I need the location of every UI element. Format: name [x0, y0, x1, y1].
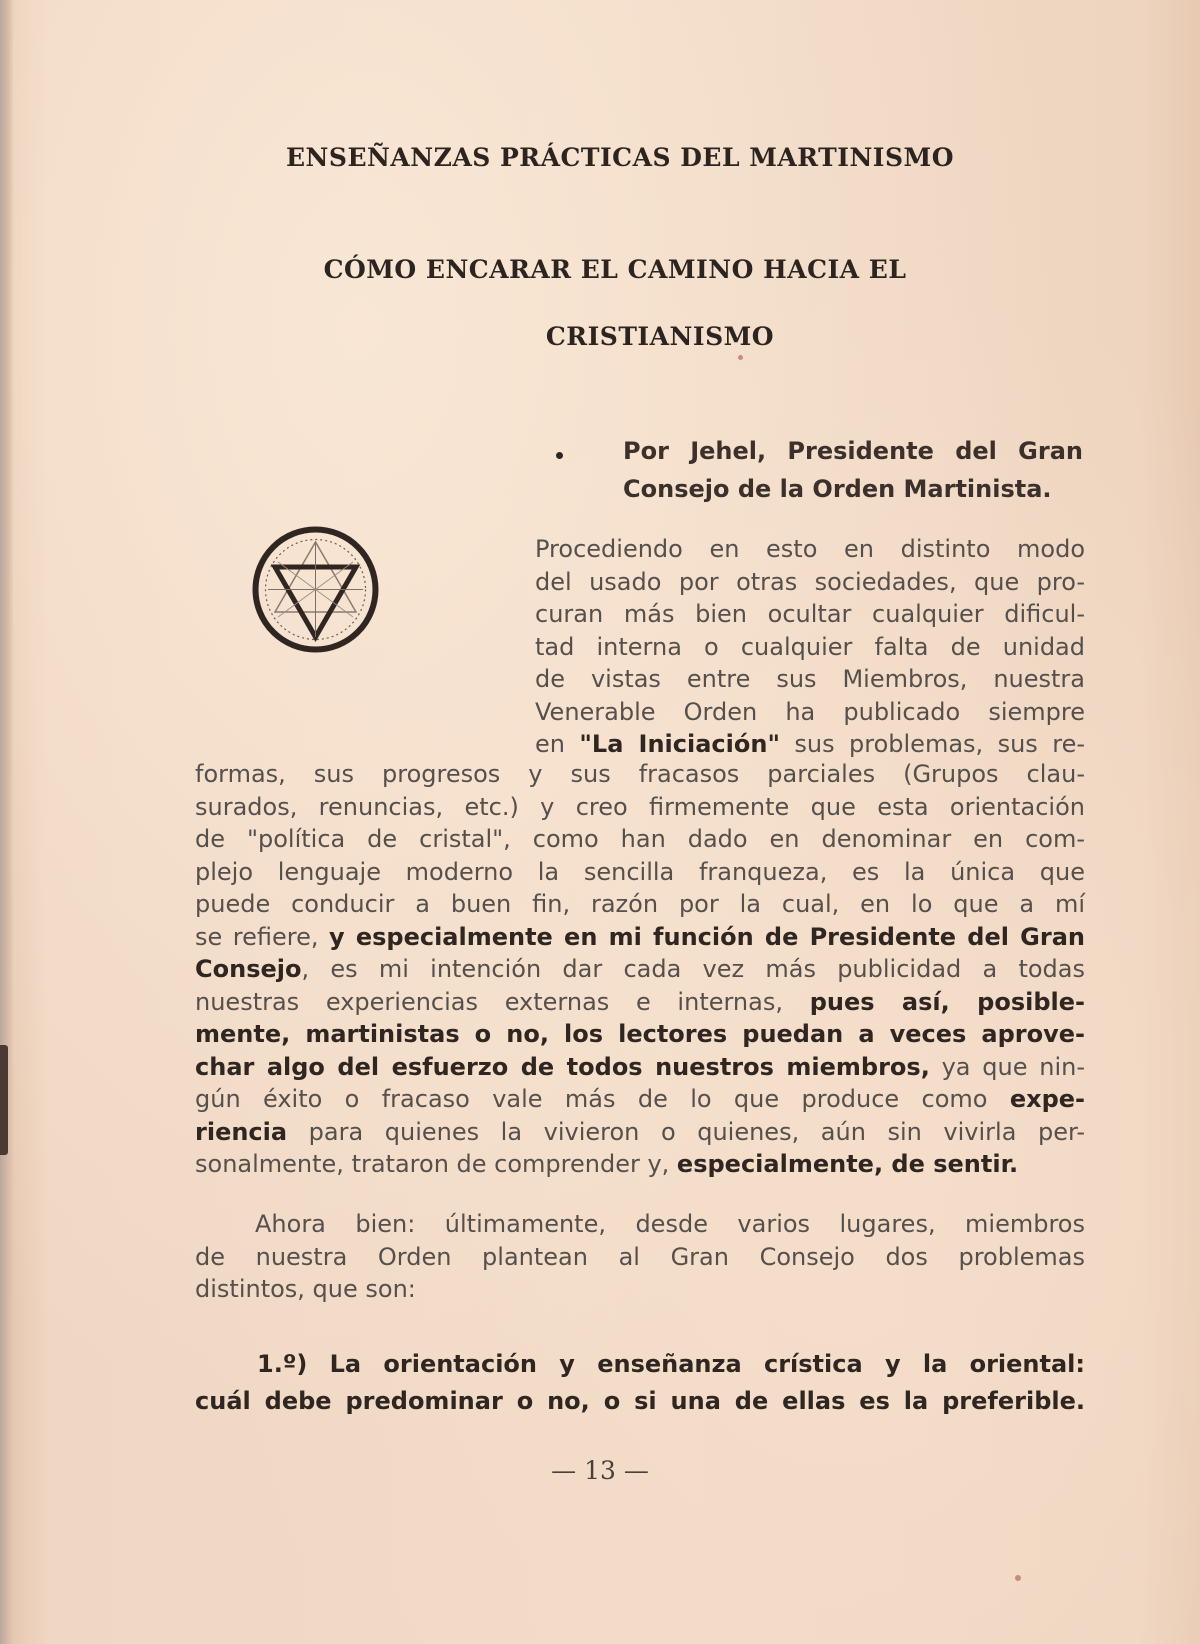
binding-mark: [0, 1045, 8, 1155]
magazine-title: "La Iniciación": [579, 730, 780, 758]
text-line: [195, 1018, 1085, 1051]
text-line: surados, renuncias, etc.) y creo firmemente que esta orientación: [195, 792, 1085, 821]
martinist-hexagram-emblem-icon: [248, 522, 383, 657]
emphasis-text: char algo del esfuerzo de todos nuestros miembros,: [195, 1052, 930, 1081]
article-title-line-1: CÓMO ENCARAR EL CAMINO HACIA EL: [323, 255, 907, 284]
text-run: gún éxito o fracaso vale más de lo que produce como: [195, 1085, 1010, 1113]
text-line: puede conducir a buen fin, razón por la cual, en lo que a mí: [195, 890, 1085, 918]
text-run: ya que nin-: [929, 1052, 1085, 1081]
text-line: [195, 1116, 1085, 1149]
text-run: nuestras experiencias externas e internas,: [195, 987, 810, 1016]
byline-line-2: Consejo de la Orden Martinista.: [623, 475, 1052, 503]
text-run: sus problemas, sus re-: [779, 730, 1085, 758]
emphasis-text: y especialmente en mi función de Presidente del Gran: [328, 922, 1086, 951]
byline-line-1: Por Jehel, Presidente del Gran: [623, 437, 1083, 465]
paper-speck: [1015, 1575, 1021, 1581]
text-line: tad interna o cualquier falta de unidad: [535, 632, 1085, 661]
text-line: [195, 953, 1085, 986]
text-line: Venerable Orden ha publicado siempre: [535, 697, 1085, 726]
text-line: Ahora bien: últimamente, desde varios lugares, miembros: [255, 1210, 1085, 1238]
emphasis-text: riencia: [195, 1117, 288, 1146]
byline-bullet: [556, 452, 563, 459]
paragraph-1-top: [535, 533, 1085, 761]
text-line: de "política de cristal", como han dado en denominar en com-: [195, 825, 1085, 853]
text-run: se refiere,: [195, 922, 329, 951]
emphasis-text: Consejo: [195, 955, 302, 983]
article-title-line-2: CRISTIANISMO: [545, 322, 775, 351]
text-run: en: [535, 730, 580, 758]
text-run: , es mi intención dar cada vez más publicidad a todas: [301, 955, 1085, 983]
text-line: de nuestra Orden plantean al Gran Consejo dos problemas: [195, 1242, 1085, 1271]
text-line: distintos, que son:: [195, 1275, 416, 1303]
emphasis-text: especialmente, de sentir.: [676, 1150, 1019, 1178]
text-line: de vistas entre sus Miembros, nuestra: [535, 665, 1085, 693]
text-line: formas, sus progresos y sus fracasos parciales (Grupos clau-: [195, 760, 1085, 788]
paragraph-2: [195, 1208, 1085, 1306]
page-edge-shadow: [0, 0, 14, 1644]
text-run: sonalmente, trataron de comprender y,: [195, 1150, 677, 1178]
list-item-line: 1.º) La orientación y enseñanza crística y la oriental:: [257, 1350, 1085, 1378]
text-line: [195, 986, 1085, 1019]
text-line: [535, 728, 1085, 761]
text-run: para quienes la vivieron o quienes, aún sin vivirla per-: [287, 1117, 1085, 1146]
text-line: [195, 1148, 1085, 1181]
emphasis-text: mente, martinistas o no, los lectores puedan a veces aprove-: [195, 1020, 1085, 1048]
text-line: del usado por otras sociedades, que pro-: [535, 567, 1085, 596]
text-line: [195, 1083, 1085, 1116]
emphasis-text: pues así, posible-: [809, 987, 1085, 1016]
text-line: Procediendo en esto en distinto modo: [535, 535, 1085, 563]
text-line: [195, 921, 1085, 954]
paper-speck: [738, 355, 743, 360]
byline: [623, 432, 1083, 508]
emphasis-text: expe-: [1009, 1085, 1085, 1113]
text-line: plejo lenguaje moderno la sencilla franqueza, es la única que: [195, 857, 1085, 886]
text-line: [195, 1051, 1085, 1084]
text-line: curan más bien ocultar cualquier dificul-: [535, 600, 1085, 628]
list-item-line: cuál debe predominar o no, o si una de ellas es la preferible.: [195, 1387, 1085, 1415]
numbered-list-item: [195, 1346, 1085, 1420]
page-title: ENSEÑANZAS PRÁCTICAS DEL MARTINISMO: [285, 143, 954, 172]
page-number: — 13 —: [551, 1456, 649, 1485]
paragraph-1-bottom: [195, 758, 1085, 1181]
